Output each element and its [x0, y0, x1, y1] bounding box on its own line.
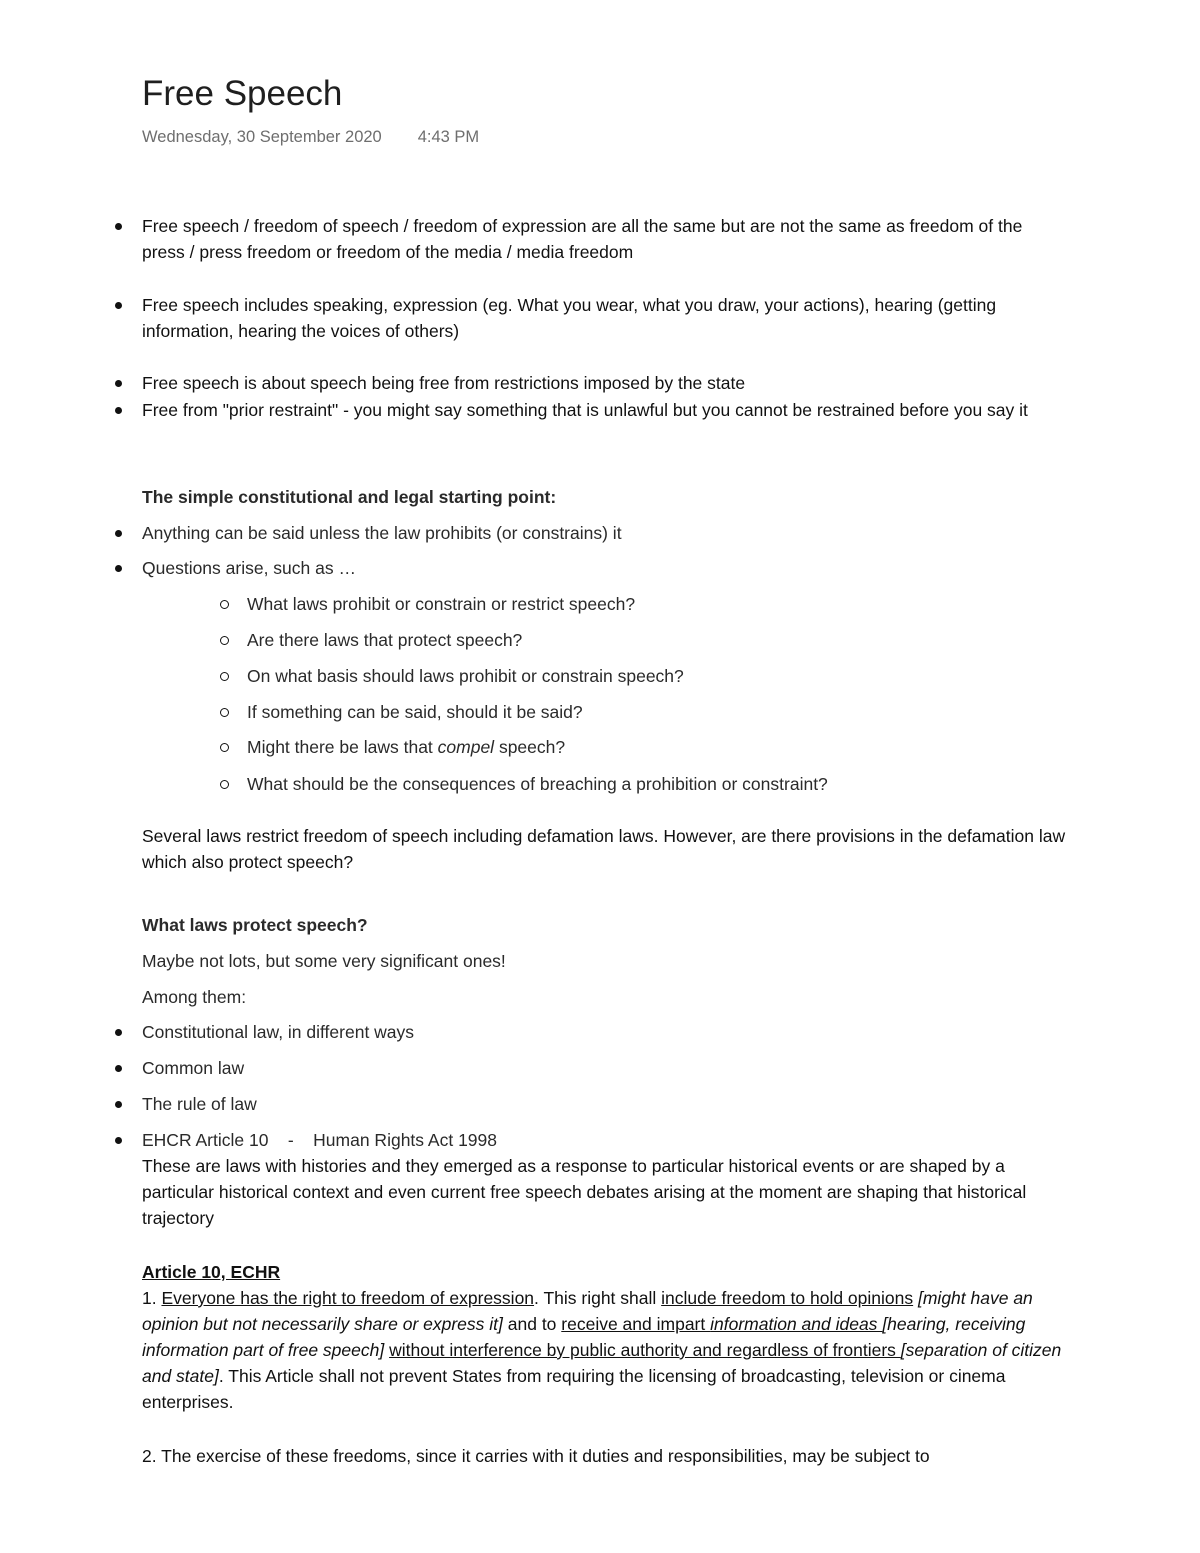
bullet-icon [115, 1137, 122, 1144]
list-item: The rule of law [142, 1091, 1052, 1117]
circle-bullet-icon [220, 743, 229, 752]
sub-list-item: What should be the consequences of breaching a prohibition or constraint? [247, 771, 1047, 797]
article-paragraph-2: 2. The exercise of these freedoms, since it carries with it duties and responsibilities, may be subject to [142, 1446, 930, 1466]
article-heading: Article 10, ECHR [142, 1262, 281, 1282]
sub-list-item: On what basis should laws prohibit or constrain speech? [247, 663, 1047, 689]
bullet-icon [115, 223, 122, 230]
text-line: Maybe not lots, but some very significant ones! [142, 951, 506, 971]
dateline [142, 128, 479, 147]
list-item: Anything can be said unless the law prohibits (or constrains) it [142, 520, 1052, 546]
bullet-icon [115, 407, 122, 414]
circle-bullet-icon [220, 780, 229, 789]
list-item: EHCR Article 10 - Human Rights Act 1998 These are laws with histories and they emerged as a response to particular historical events or are shaped by a particular historical context and even current free speech debates arising at the moment are shaping that historical trajectory [142, 1127, 1052, 1231]
text-line: Among them: [142, 987, 247, 1007]
section-heading: What laws protect speech? [142, 915, 368, 935]
bullet-icon [115, 1029, 122, 1036]
circle-bullet-icon [220, 708, 229, 717]
page-title: Free Speech [142, 74, 343, 113]
circle-bullet-icon [220, 600, 229, 609]
date-text: Wednesday, 30 September 2020 [142, 128, 382, 146]
list-item: Free from "prior restraint" - you might say something that is unlawful but you cannot be restrained before you say it [142, 397, 1052, 423]
bullet-icon [115, 302, 122, 309]
bullet-icon [115, 530, 122, 537]
list-item: Constitutional law, in different ways [142, 1019, 1052, 1045]
bullet-icon [115, 1101, 122, 1108]
list-item: Free speech includes speaking, expression (eg. What you wear, what you draw, your actions), hearing (getting information, hearing the voices of others) [142, 292, 1052, 344]
paragraph: Several laws restrict freedom of speech including defamation laws. However, are there provisions in the defamation law which also protect speech? [142, 826, 1066, 872]
sub-list-item: If something can be said, should it be said? [247, 699, 1047, 725]
list-item: Free speech / freedom of speech / freedom of expression are all the same but are not the same as freedom of the press / press freedom or freedom of the media / media freedom [142, 213, 1052, 265]
list-item: Free speech is about speech being free from restrictions imposed by the state [142, 370, 1052, 396]
sub-list-item: What laws prohibit or constrain or restrict speech? [247, 591, 1047, 617]
article-paragraph-1: 1. Everyone has the right to freedom of expression. This right shall include freedom to hold opinions [might have an opinion but not necessarily share or express it] and to receive and impart information and ideas [hearing, receiving information part of free speech] without interference by public authority and regardless of frontiers [separation of citizen and state]. This Article shall not prevent States from requiring the licensing of broadcasting, television or cinema enterprises. [142, 1288, 1062, 1412]
sub-list-item: Might there be laws that compel speech? [247, 734, 1047, 760]
time-text: 4:43 PM [417, 128, 480, 146]
list-item: Questions arise, such as … [142, 555, 1052, 581]
bullet-icon [115, 565, 122, 572]
circle-bullet-icon [220, 672, 229, 681]
section-heading: The simple constitutional and legal starting point: [142, 487, 557, 507]
list-item: Common law [142, 1055, 1052, 1081]
sub-list-item: Are there laws that protect speech? [247, 627, 1047, 653]
bullet-icon [115, 380, 122, 387]
circle-bullet-icon [220, 636, 229, 645]
bullet-icon [115, 1065, 122, 1072]
